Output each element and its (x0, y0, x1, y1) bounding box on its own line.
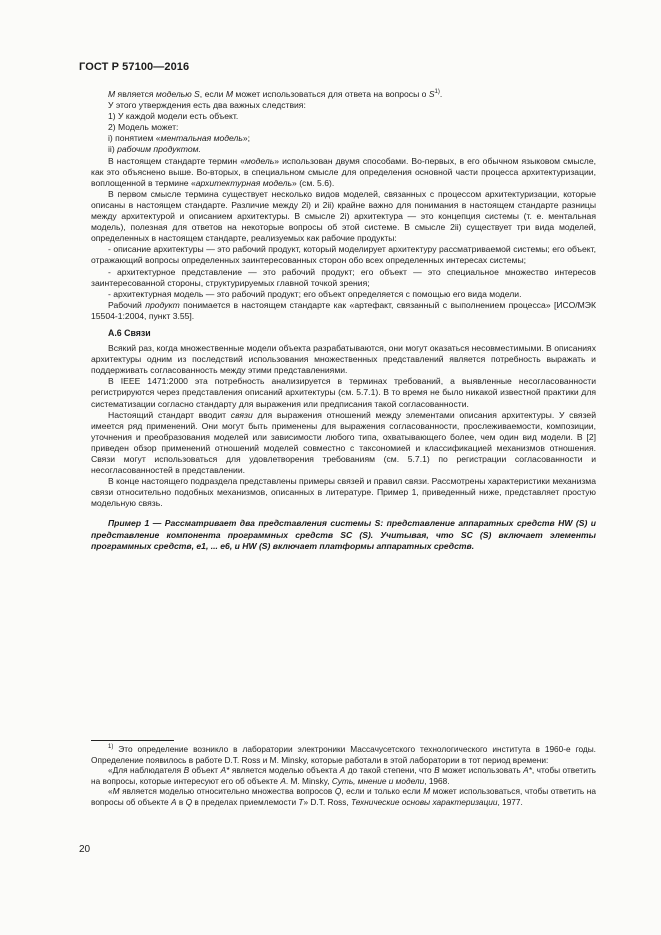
list-item: - архитектурная модель — это рабочий продукт; его объект определяется с помощью его вида модели. (108, 288, 522, 299)
footnotes (91, 744, 596, 808)
paragraph: Всякий раз, когда множественные модели объекта разрабатываются, они могут оказаться несовместимыми. В описаниях архитектуры одним из последствий использования множественных представлений является потребность выражать и поддерживать согласованность между этими представлениями. (91, 343, 596, 376)
paragraph: В настоящем стандарте термин «модель» использован двумя способами. Во-первых, в его обычном языковом смысле, как это объяснено выше. Во-вторых, в специальном смысле для определения основной части процесса архитектуризации, воплощенной в термине «архитектурная модель» (см. 5.6). (91, 155, 596, 188)
paragraph: Настоящий стандарт вводит связи для выражения отношений между элементами описания архитектуры. У связей имеется ряд применений. Они могут быть применены для выражения согласованности, прослеживаемости, композиции, уточнения и преобразования моделей или зависимости любого типа, охватывающего более, чем один вид модели. В [2] приведен обзор применений отношений моделей совместно с таксономией и классификацией механизмов отношения. Связи могут использоваться для удовлетворения требованиям (см. 5.7.1) по регистрации согласованности и несогласованностей в представлении. (91, 409, 596, 476)
page-number: 20 (79, 844, 91, 855)
list-item: 2) Модель может: (108, 122, 179, 133)
standard-header: ГОСТ Р 57100—2016 (79, 61, 190, 73)
paragraph: Рабочий продукт понимается в настоящем стандарте как «артефакт, связанный с выполнением процесса» [ИСО/МЭК 15504-1:2004, пункт 3.55]. (91, 299, 596, 321)
list-item: - описание архитектуры — это рабочий продукт, который моделирует архитектуру рассматриваемой системы; его объект, отражающий вопросы определенных заинтересованных сторон обо всех определенных интересах системы; (91, 244, 596, 266)
paragraph: У этого утверждения есть два важных следствия: (108, 100, 306, 111)
list-item: - архитектурное представление — это рабочий продукт; его объект — это специальное множество интересов заинтересованной стороны, структурируемых главной точкой зрения; (91, 266, 596, 288)
paragraph: В конце настоящего подраздела представлены примеры связей и правил связи. Рассмотрены характеристики механизма связи относительно подобных механизмов, описанных в литературе. Пример 1, приведенный ниже, представляет простую модельную связь. (91, 476, 596, 509)
footnote-divider (91, 740, 174, 741)
paragraph: В первом смысле термина существует несколько видов моделей, связанных с процессом архитектуризации, которые описаны в настоящем стандарте. Различие между 2i) и 2ii) крайне важно для понимания в настоящем стандарте разницы между архитектурой и описанием архитектуры. В смысле 2i) архитектура — это концепция системы (т. е. ментальная модель), полезная для ответов на некоторые вопросы об этой системе. В смысле 2ii) существует три вида моделей, определенных в настоящем стандарте, реализуемых как рабочие продукты: (91, 188, 596, 244)
body-text (91, 89, 596, 552)
footnote: $^{1)}$ Это определение возникло в лаборатории электроники Массачусетского технологического института в 1960-е годы. Определение появилось в работе D.T. Ross и M. Minsky, которые работали в этой лаборатории в тот период времени: (91, 744, 596, 765)
footnote-quote: «M является моделью относительно множества вопросов Q, если и только если M может использоваться, чтобы ответить на вопросы об объекте A в Q в пределах приемлемости T» D.T. Ross, Технические основы характеризации, 1977. (91, 786, 596, 807)
list-item: i) понятием «ментальная модель»; (108, 133, 251, 144)
list-item: 1) У каждой модели есть объект. (108, 111, 239, 122)
list-item: ii) рабочим продуктом. (108, 144, 201, 155)
paragraph: В IEEE 1471:2000 эта потребность анализируется в терминах требований, а выявленные несогласованности регистрируются через представления описаний архитектуры (см. 5.7.1). В то время не было никакой известной практики для систематизации согласно стандарту для выражения или предписания такой согласованности. (91, 376, 596, 409)
example-paragraph: Пример 1 — Рассматривает два представления системы S: представление аппаратных средств HW (S) и представление компонента программных средств SC (S). Учитывая, что SC (S) включает элементы программных средств, e1, ... e6, и HW (S) включает платформы аппаратных средств. (91, 518, 596, 551)
paragraph: М является моделью S, если М может использоваться для ответа на вопросы о $S^{1)}$. (108, 89, 443, 99)
footnote-quote: «Для наблюдателя B объект A* является моделью объекта A до такой степени, что B может использовать A*, чтобы ответить на вопросы, которые интересуют его об объекте A. M. Minsky, Суть, мнение и модели, 1968. (91, 765, 596, 786)
footnote-ref[interactable]: 1) (434, 89, 440, 96)
section-heading: А.6 Связи (108, 327, 151, 338)
